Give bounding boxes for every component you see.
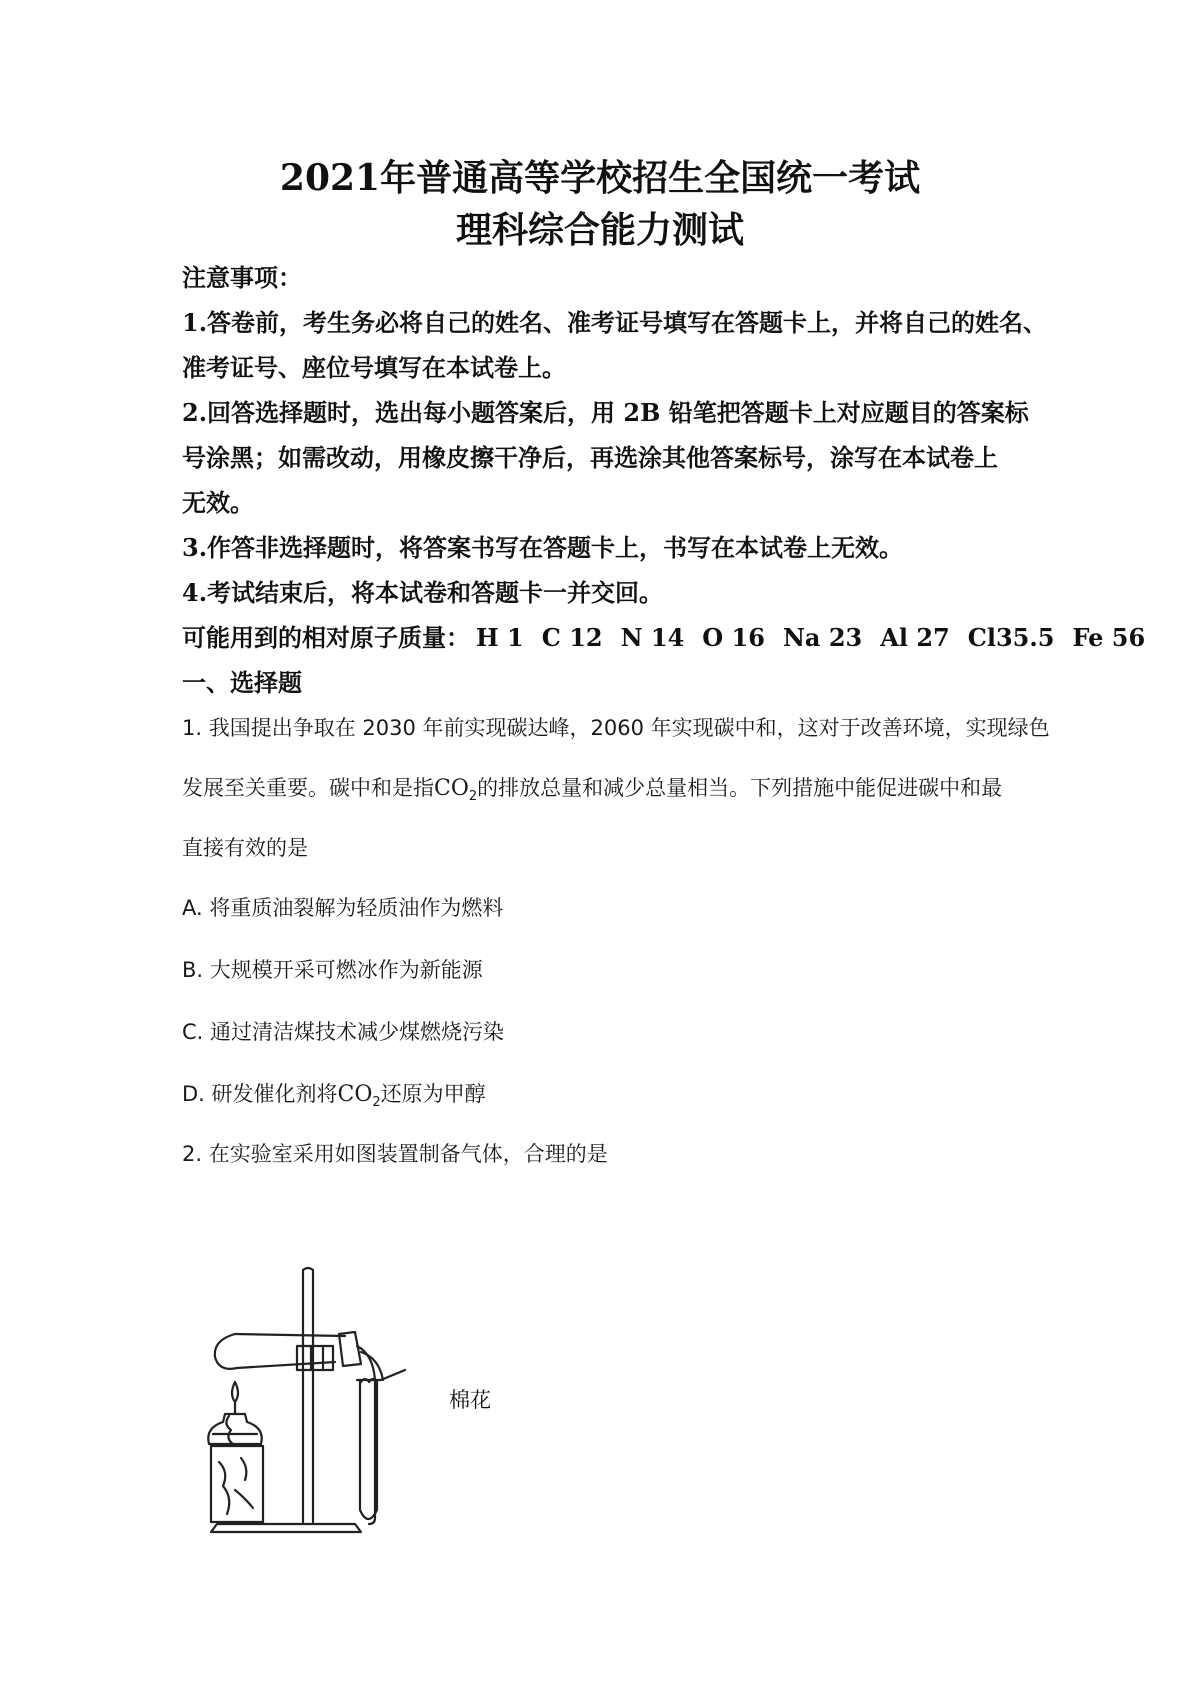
atomic-mass-item: Fe 56 (1072, 623, 1146, 652)
atomic-mass-item: Al 27 (880, 623, 950, 652)
atomic-mass-item: H 1 (476, 623, 524, 652)
section-heading: 一、选择题 (182, 668, 302, 697)
question-1-option-b: B. 大规模开采可燃冰作为新能源 (182, 958, 483, 982)
cotton-label: 棉花 (449, 1388, 491, 1412)
lamp-flame (232, 1382, 238, 1402)
atomic-mass-item: O 16 (702, 623, 765, 652)
question-1-text: 发展至关重要。碳中和是指 (182, 776, 434, 800)
exam-subtitle: 理科综合能力测试 (455, 209, 744, 251)
stopper (339, 1332, 361, 1366)
label-pointer (381, 1370, 405, 1380)
question-1-option-c: C. 通过清洁煤技术减少煤燃烧污染 (182, 1020, 505, 1044)
lamp-block (211, 1446, 263, 1522)
note-2-line-2: 号涂黑；如需改动，用橡皮擦干净后，再选涂其他答案标号，涂写在本试卷上 (182, 443, 998, 472)
stand-base (211, 1524, 361, 1532)
test-tube (215, 1334, 335, 1369)
question-1-line-2 (182, 772, 1002, 804)
note-1-line-2: 准考证号、座位号填写在本试卷上。 (182, 353, 566, 382)
exam-title: 2021年普通高等学校招生全国统一考试 (279, 157, 921, 199)
option-d-text: D. 研发催化剂将 (182, 1082, 338, 1106)
question-1-option-d (182, 1078, 486, 1110)
alcohol-lamp (208, 1414, 261, 1444)
note-4: 4.考试结束后，将本试卷和答题卡一并交回。 (182, 578, 664, 607)
note-1-line-1: 1.答卷前，考生务必将自己的姓名、准考证号填写在答题卡上，并将自己的姓名、 (182, 308, 1048, 337)
atomic-mass-item: C 12 (541, 623, 603, 652)
question-1-line-1: 1. 我国提出争取在 2030 年前实现碳达峰，2060 年实现碳中和，这对于改善环境，实现绿色 (182, 716, 1050, 740)
question-2-line-1: 2. 在实验室采用如图装置制备气体，合理的是 (182, 1142, 608, 1166)
note-3: 3.作答非选择题时，将答案书写在答题卡上，书写在本试卷上无效。 (182, 533, 904, 562)
chem-formula: CO (337, 1082, 373, 1107)
question-1-text: 的排放总量和减少总量相当。下列措施中能促进碳中和最 (477, 776, 1003, 800)
atomic-mass-item: Cl35.5 (967, 623, 1055, 652)
chem-formula: CO (434, 776, 469, 801)
atomic-mass-item: Na 23 (782, 623, 863, 652)
question-1-line-3: 直接有效的是 (182, 836, 308, 860)
chem-subscript: 2 (372, 1095, 381, 1111)
atomic-mass-line (182, 618, 1145, 653)
note-2-line-3: 无效。 (182, 488, 254, 517)
notes-heading: 注意事项： (182, 263, 302, 292)
stand-rod (303, 1268, 313, 1522)
question-1-option-a: A. 将重质油裂解为轻质油作为燃料 (182, 896, 504, 920)
atomic-mass-label: 可能用到的相对原子质量： (182, 623, 470, 652)
option-d-text: 还原为甲醇 (380, 1082, 486, 1106)
atomic-mass-item: N 14 (620, 623, 685, 652)
chem-subscript: 2 (468, 789, 478, 805)
note-2-line-1: 2.回答选择题时，选出每小题答案后，用 2B 铅笔把答题卡上对应题目的答案标 (182, 398, 1029, 427)
